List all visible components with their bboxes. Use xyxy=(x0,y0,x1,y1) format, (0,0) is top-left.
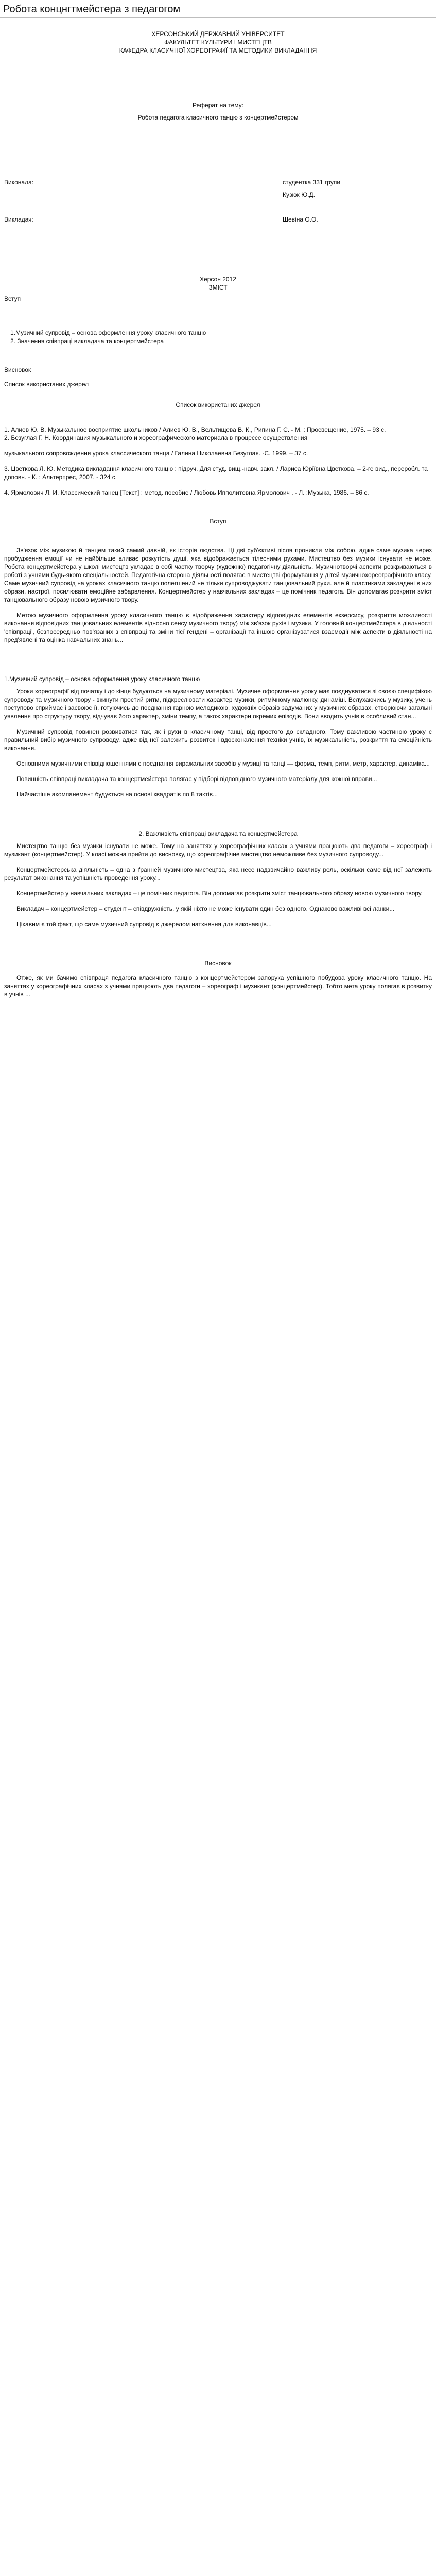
section1-paragraph: Основними музичними співвідношеннями є поєднання виражальних засобів у музиці та танці — форма, темп, ритм, метр, характер, динаміка... xyxy=(16,760,430,767)
title-divider xyxy=(0,17,436,18)
intro-heading: Вступ xyxy=(210,518,226,525)
sources-heading: Список використаних джерел xyxy=(176,401,260,409)
performer-name: Кузюк Ю.Д. xyxy=(283,191,315,198)
toc-conclusions: Висновок xyxy=(4,366,31,374)
intro-section xyxy=(0,546,436,644)
section2-paragraph: Концертмейстер у навчальних закладах – це помічник педагога. Він допомагає розкрити зміст танцювального образу новою музичного твору. xyxy=(16,890,423,897)
toc-heading: ЗМІСТ xyxy=(208,284,228,291)
referat-label: Реферат на тему: xyxy=(193,101,243,109)
source-item: 1. Алиев Ю. В. Музыкальное восприятие школьников / Алиев Ю. В., Вельтищева В. К., Рипина Г. С. - М. : Просвещение, 1975. – 93 с. xyxy=(4,426,386,433)
toc-item: 2. Значення співпраці викладача та концертмейстера xyxy=(10,337,164,345)
section2-paragraph: Цікавим є той факт, що саме музичний супровід є джерелом натхнення для виконавців... xyxy=(16,921,272,928)
section2-body xyxy=(0,842,436,928)
city-year-block xyxy=(0,275,436,292)
performer-row xyxy=(0,178,436,187)
section1-paragraph: Повинність співпраці викладача та концертмейстера полягає у підборі відповідного музичного матеріалу для кожної вправи... xyxy=(16,775,377,783)
section1-paragraph: Уроки хореографії від початку і до кінця будуються на музичному матеріалі. Музичне оформлення уроку має поєднуватися зі своєю специфікою супроводу та музичного твору - вкинути простий ритм, підкреслювати характер музики, ритмічному малюнку, динаміці. Вслухаючись у музику, учень поступово сприймає і засвоює її, готуючись до поєднання гарною мелодикою, художніх образів задуманих у музичних образах, створюючи загальні уявлення про структуру твору, відчуває його характер, зміни темпу, а також характери окремих епізодів. Вони вводить учнів в особливий стан... xyxy=(4,688,432,720)
section2-paragraph: Викладач – концертмейстер – студент – співдружність, у якій ніхто не може існувати один без одного. Однаково важливі всі ланки... xyxy=(16,905,395,912)
university-name: ХЕРСОНСЬКИЙ ДЕРЖАВНИЙ УНІВЕРСИТЕТ xyxy=(151,30,285,38)
section1-paragraph: Найчастіше акомпанемент будується на основі квадратів по 8 тактів... xyxy=(16,791,218,798)
intro-paragraph: Зв'язок між музикою й танцем такий самий давній, як історія людства. Ці дві суб'єктиві після проникли між собою, адже саме музика через пробудження емоції чи не найбільше вливає розкутість душі, яка відображається тілесними рухами. Мистецтво без музики існувати не може. Робота концертмейстера у школі мистецтв укладає в собі частку творчу (художню) педагогічну діяльність. Музичнотворчі аспекти розкриваються в роботі з учнями будь-якого спеціальностей. Педагогічна сторона діяльності полягає в мистецтві формування у дітей музичнохореографічного класу. Саме музичний супровід на уроках класичного танцю полегшений не тільки супроводжувати танцювальний рухи. але й пластиками закладені в них образи, настрої, посилювати емоційне забарвлення. Концертмейстер у навчальних закладах – це помічник педагога. Він допомагає розкрити зміст танцювального образу новою музичного твору. xyxy=(4,547,432,603)
teacher-name: Шевіна О.О. xyxy=(283,216,318,223)
conclusion-heading: Висновок xyxy=(204,960,232,967)
department-name: КАФЕДРА КЛАСИЧНОЇ ХОРЕОГРАФІЇ ТА МЕТОДИКИ ВИКЛАДАННЯ xyxy=(119,47,317,54)
section2-paragraph: Концертмейстерська діяльність – одна з ґранней музичного мистецтва, яка несе надзвичайно важливу роль, оскільки саме від неї залежить результат виконання та успішність проведення уроку... xyxy=(4,866,432,882)
header-block xyxy=(0,30,436,55)
toc-intro: Вступ xyxy=(4,295,21,302)
section1-paragraph: Музичний супровід повинен розвиватися так, як і рухи в класичному танці, від простого до складного. Тому важливою частиною уроку є правильний вибір музичного супроводу, адже від неї залежить розвиток і вдосконалення техніки учнів, їх музикальність, розкриття та емоційність виконання. xyxy=(4,728,432,752)
conclusion-paragraph: Отже, як ми бачимо співпраця педагога класичного танцю з концертмейстером запорука успішного побудова уроку класичного танцю. На заняттях у хореографічних класах з учнями працюють два педагоги – хореограф і музикант (концертмейстер). Тобто мета уроку полягає в розвитку в учнів ... xyxy=(4,974,432,998)
faculty-name: ФАКУЛЬТЕТ КУЛЬТУРИ І МИСТЕЦТВ xyxy=(164,39,272,46)
teacher-row xyxy=(0,215,436,224)
intro-paragraph: Метою музичного оформлення уроку класичного танцю є відображення характеру відповідних елементів екзерсису, розкриття можливості виконання відповідних танцювальних елементів відносно сенсу музичного твору) між зв'язок рухів і музики. У головній концертмейстера в діяльності 'співпраці', безпосередньо пов'язаних з співпраці та зміни тієї гендені – організації та іншою організуватися взаємодії між аспекти в діяльності на пред'явлені та оцінка навчальних знань... xyxy=(4,612,432,643)
section2-heading: 2. Важливість співпраці викладача та концертмейстера xyxy=(138,830,298,837)
section2-paragraph: Мистецтво танцю без музики існувати не може. Тому на заняттях у хореографічних класах з учнями працюють два педагоги – хореограф і музикант (концертмейстер). У класі можна прийти до висновку, що хореографічне мистецтво неможливе без музичного супроводу... xyxy=(4,842,432,858)
conclusion-body xyxy=(0,974,436,998)
performer-label: Виконала: xyxy=(4,179,34,186)
section1-heading: 1.Музичний супровід – основа оформлення уроку класичного танцю xyxy=(4,675,200,683)
sources-list xyxy=(0,426,436,497)
toc-sources: Список використаних джерел xyxy=(4,381,89,388)
city-year: Херсон 2012 xyxy=(200,276,236,283)
toc-item: 1.Музичний супровід – основа оформлення уроку класичного танцю xyxy=(10,329,206,336)
document-page xyxy=(0,3,436,2576)
source-item: музыкального сопровождения урока классического танца / Галина Николаевна Безуглая. -С. 1999. – 37 с. xyxy=(4,450,308,457)
performer-name-row xyxy=(0,191,436,199)
referat-topic: Робота педагога класичного танцю з концертмейстером xyxy=(137,114,299,121)
source-item: 2. Безуглая Г. Н. Координация музыкального и хореографического материала в процессе осуществления xyxy=(4,434,308,442)
source-item: 3. Цветкова Л. Ю. Методика викладання класичного танцю : підруч. Для студ. вищ.-навч. закл. / Лариса Юріївна Цветкова. – 2-ге вид., переробл. та доповн. - К. : Альтерпрес, 2007. - 324 с. xyxy=(4,465,428,481)
toc-list xyxy=(10,329,436,345)
referat-block xyxy=(0,101,436,122)
performer-group: студентка 331 групи xyxy=(283,179,341,186)
section1-body xyxy=(0,687,436,799)
teacher-label: Викладач: xyxy=(4,216,33,223)
page-title: Робота концнгтмейстера з педагогом xyxy=(3,4,181,15)
source-item: 4. Ярмолович Л. И. Классический танец [Текст] : метод. пособие / Любовь Ипполитовна Ярмолович . - Л. :Музыка, 1986. – 86 с. xyxy=(4,489,369,496)
